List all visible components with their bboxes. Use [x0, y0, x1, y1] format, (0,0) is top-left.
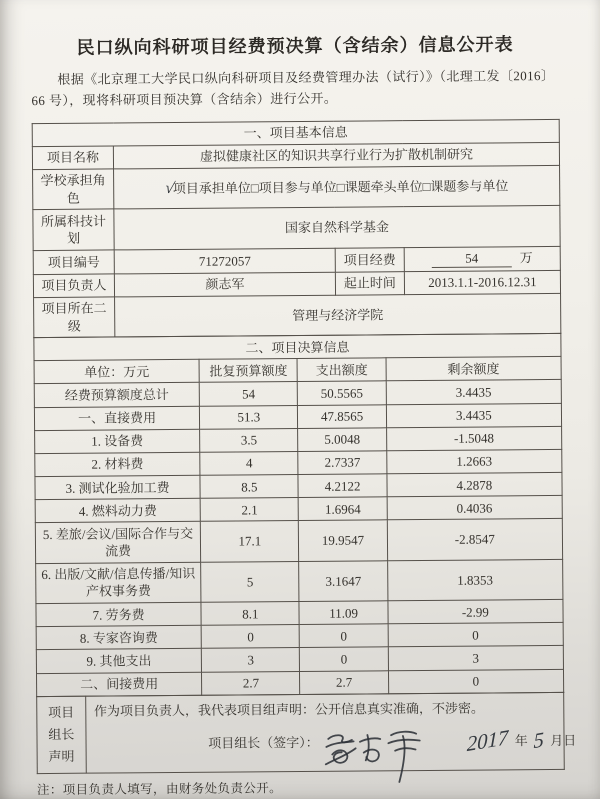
remaining-value: -2.99 [388, 599, 564, 624]
declaration-label-line: 项目 [48, 704, 75, 720]
row-label: 4. 燃料动力费 [35, 499, 200, 523]
col-header-spent: 支出额度 [298, 358, 386, 382]
spent-value: 2.7337 [298, 451, 386, 475]
row-label: 5. 差旅/会议/国际合作与交流费 [35, 522, 200, 564]
checked-option: 项目承担单位 [172, 180, 251, 196]
science-plan-label: 所属科技计划 [33, 209, 114, 250]
approved-value: 8.5 [200, 475, 298, 499]
remaining-value: 4.2878 [387, 473, 563, 498]
unchecked-options: □项目参与单位□课题牵头单位□课题参与单位 [250, 178, 509, 196]
spent-value: 50.5565 [298, 381, 386, 405]
table-row [37, 692, 565, 773]
approved-value: 3 [201, 648, 299, 672]
school-role-value [114, 165, 560, 209]
declaration-label [37, 696, 86, 774]
table-row [36, 559, 563, 603]
approved-value: 5 [201, 561, 300, 602]
month-unit: 月 [550, 732, 564, 748]
approved-value: 17.1 [200, 521, 299, 562]
approved-value: 4 [200, 451, 298, 475]
row-label: 6. 出版/文献/信息传播/知识产权事务费 [36, 562, 201, 604]
spent-value: 5.0048 [298, 428, 386, 452]
project-number-value: 71272057 [114, 248, 335, 274]
spent-value: 3.1647 [299, 561, 387, 602]
approved-value: 2.7 [202, 671, 300, 695]
duration-label: 起止时间 [335, 271, 404, 295]
remaining-value: 3 [388, 646, 564, 671]
spent-value: 1.6964 [299, 497, 387, 521]
project-number-label: 项目编号 [33, 249, 114, 274]
row-label: 8. 专家咨询费 [36, 625, 201, 649]
row-label: 3. 测试化验加工费 [35, 475, 200, 499]
approved-value: 51.3 [200, 405, 298, 429]
approved-value: 54 [199, 382, 297, 406]
handwritten-month: 5 [533, 726, 545, 753]
row-label: 9. 其他支出 [36, 649, 201, 673]
col-header-unit: 单位：万元 [34, 360, 199, 384]
spent-value: 19.9547 [299, 520, 387, 561]
day-unit: 日 [563, 732, 577, 748]
declaration-statement: 作为项目负责人，我代表项目组声明：公开信息真实准确，不涉密。 [93, 700, 484, 719]
school-role-label: 学校承担角色 [33, 169, 114, 210]
spent-value: 11.09 [299, 601, 387, 625]
spent-value: 47.8565 [298, 404, 386, 428]
row-label: 2. 材料费 [35, 452, 200, 476]
remaining-value: 0 [388, 623, 564, 648]
checkmark-icon: √ [163, 179, 176, 198]
approved-value: 8.1 [201, 602, 299, 626]
remaining-value: -2.8547 [387, 519, 563, 561]
declaration-table [36, 692, 577, 774]
remaining-value: 0.4036 [387, 496, 563, 521]
table-row [34, 293, 561, 337]
handwritten-year: 2017 [466, 724, 509, 756]
remaining-value: -1.5048 [386, 426, 562, 451]
college-value: 管理与经济学院 [115, 293, 561, 337]
form-sheet [31, 26, 577, 799]
spent-value: 0 [300, 647, 388, 671]
row-label: 二、间接费用 [36, 672, 201, 696]
row-label: 经费预算额度总计 [34, 383, 199, 407]
project-funding-label: 项目经费 [335, 247, 404, 272]
row-label: 1. 设备费 [35, 429, 200, 453]
footnote: 注：项目负责人填写，由财务处负责公开。 [36, 780, 283, 797]
declaration-label-line: 声明 [48, 748, 75, 764]
page-title: 民口纵向科研项目经费预决算（含结余）信息公开表 [76, 34, 514, 58]
table-row [33, 165, 560, 209]
remaining-value: 3.4435 [386, 403, 562, 428]
signature-line [90, 716, 577, 770]
project-name-value: 虚拟健康社区的知识共享行业行为扩散机制研究 [113, 142, 559, 169]
col-header-remaining: 剩余额度 [386, 357, 562, 382]
row-label: 7. 劳务费 [36, 602, 201, 626]
approved-value: 3.5 [200, 428, 298, 452]
project-leader-label: 项目负责人 [33, 274, 114, 298]
remaining-value: 1.2663 [386, 449, 562, 474]
section-title-basic: 一、项目基本信息 [32, 119, 559, 146]
remaining-value: 1.8353 [387, 559, 563, 601]
declaration-label-line: 组长 [48, 726, 75, 742]
college-label: 项目所在二级 [34, 297, 115, 338]
remaining-value: 3.4435 [386, 380, 562, 405]
section-title-budget: 二、项目决算信息 [34, 334, 561, 361]
table-row [35, 519, 562, 563]
project-name-label: 项目名称 [32, 146, 113, 170]
science-plan-value: 国家自然科学基金 [114, 206, 560, 250]
duration-value: 2013.1.1-2016.12.31 [404, 270, 560, 294]
project-funding-value [404, 246, 560, 271]
sign-label: 项目组长（签字）： [208, 734, 319, 751]
funding-amount: 54 [432, 249, 512, 268]
approved-value: 2.1 [200, 498, 298, 522]
declaration-body [85, 692, 577, 773]
table-row [33, 206, 560, 250]
approved-value: 0 [201, 625, 299, 649]
budget-table [33, 333, 564, 697]
remaining-value: 0 [388, 669, 564, 694]
funding-unit: 万 [519, 250, 533, 266]
project-leader-value: 颜志军 [114, 272, 335, 297]
spent-value: 0 [300, 624, 388, 648]
year-unit: 年 [514, 732, 528, 749]
signature-handwriting [321, 722, 442, 775]
row-label: 一、直接费用 [34, 406, 199, 430]
spent-value: 2.7 [300, 670, 388, 694]
intro-paragraph: 根据《北京理工大学民口纵向科研项目及经费管理办法（试行）》（北理工发〔2016〕66 号），现将科研项目预决算（含结余）进行公开。 [31, 67, 555, 108]
col-header-approved: 批复预算额度 [199, 359, 297, 383]
basic-info-table [32, 119, 562, 339]
spent-value: 4.2122 [298, 474, 386, 498]
